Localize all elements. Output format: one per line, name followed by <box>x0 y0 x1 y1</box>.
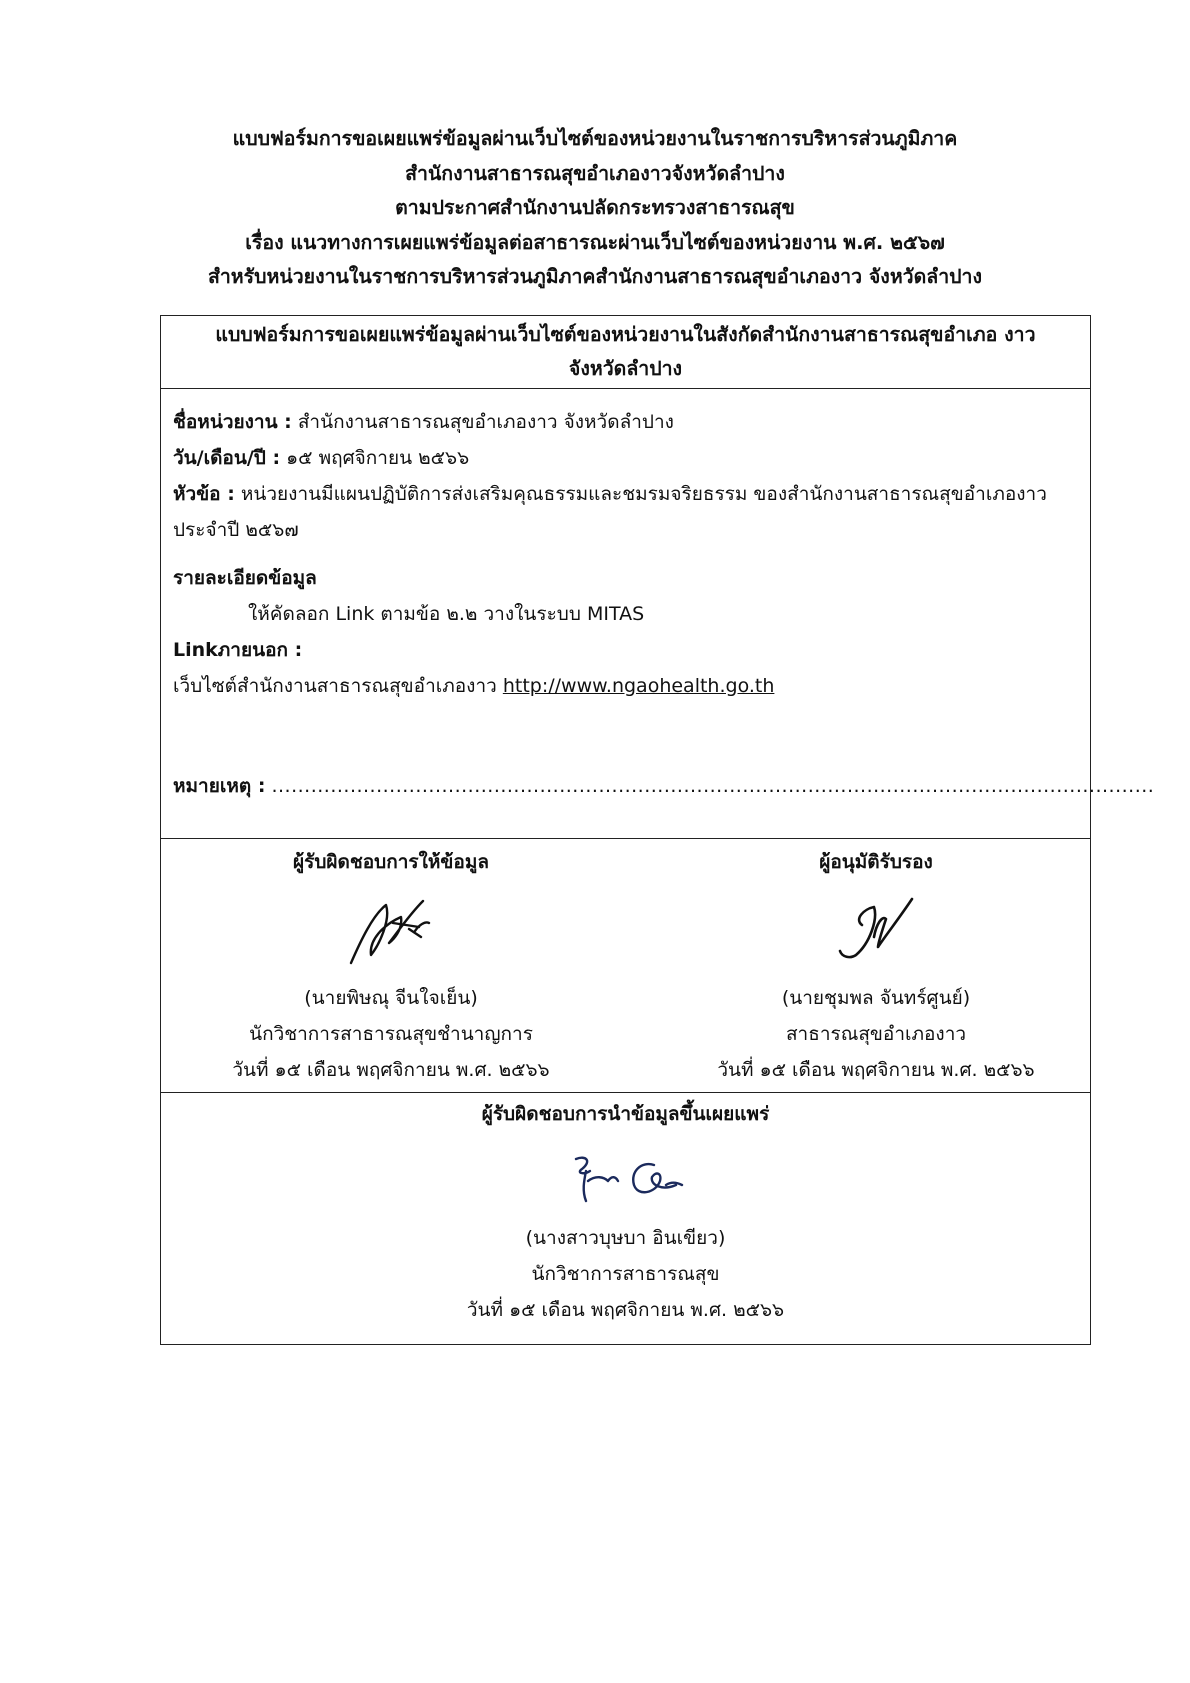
publisher-signature <box>161 1093 1090 1328</box>
bottom-date: วันที่ ๑๕ เดือน พฤศจิกายน พ.ศ. ๒๕๖๖ <box>466 1299 785 1321</box>
details-text: ให้คัดลอก Link ตามข้อ ๒.๒ วางในระบบ MITAS <box>248 603 645 625</box>
details-label: รายละเอียดข้อมูล <box>173 567 317 589</box>
form-title-line-1: แบบฟอร์มการขอเผยแพร่ข้อมูลผ่านเว็บไซต์ของหน่วยงานในสังกัดสำนักงานสาธารณสุขอำเภอ งาว <box>215 323 1036 346</box>
header-line-1: แบบฟอร์มการขอเผยแพร่ข้อมูลผ่านเว็บไซต์ของหน่วยงานในราชการบริหารส่วนภูมิภาค <box>232 127 958 150</box>
signature-left-image <box>221 880 561 980</box>
right-date: วันที่ ๑๕ เดือน พฤศจิกายน พ.ศ. ๒๕๖๖ <box>717 1059 1035 1081</box>
left-name: (นายพิษณุ จีนใจเย็น) <box>304 987 478 1009</box>
spacer <box>173 548 1078 560</box>
left-role: ผู้รับผิดชอบการให้ข้อมูล <box>293 851 489 873</box>
header-line-2: สำนักงานสาธารณสุขอำเภองาวจังหวัดลำปาง <box>405 161 785 185</box>
signature-block-right <box>691 839 1061 1088</box>
right-role: ผู้อนุมัติรับรอง <box>819 851 933 873</box>
right-position: สาธารณสุขอำเภองาว <box>785 1023 967 1045</box>
remark-label: หมายเหตุ : <box>173 775 266 797</box>
unit-label: ชื่อหน่วยงาน : <box>173 411 292 433</box>
signature-bottom-mark <box>526 1141 726 1211</box>
topic-value: หน่วยงานมีแผนปฏิบัติการส่งเสริมคุณธรรมและชมรมจริยธรรม ของสำนักงานสาธารณสุขอำเภองาว ประจำปี ๒๕๖๗ <box>173 483 1047 541</box>
bottom-name: (นางสาวบุษบา อินเขียว) <box>525 1227 726 1249</box>
remark-dots: ....................................................................................................................................... <box>271 775 1155 797</box>
header-line-5: สำหรับหน่วยงานในราชการบริหารส่วนภูมิภาคสำนักงานสาธารณสุขอำเภองาว จังหวัดลำปาง <box>207 265 983 288</box>
form-title <box>161 316 1090 389</box>
topic-row <box>173 476 1078 548</box>
link-label: Linkภายนอก : <box>173 639 303 661</box>
left-position: นักวิชาการสาธารณสุขชำนาญการ <box>249 1023 533 1045</box>
website-text: เว็บไซต์สำนักงานสาธารณสุขอำเภองาว <box>173 675 503 697</box>
website-link[interactable]: http://www.ngaohealth.go.th <box>502 675 775 697</box>
signature-right-image <box>691 880 1061 980</box>
website-row <box>173 668 1078 704</box>
signature-right-mark <box>816 885 936 975</box>
remark-row <box>173 771 1154 801</box>
form-frame <box>160 315 1155 1345</box>
signature-left-mark <box>331 885 451 975</box>
signature-bottom-image <box>161 1132 1090 1220</box>
signature-block-left <box>221 839 561 1088</box>
form-title-line-2: จังหวัดลำปาง <box>568 357 683 380</box>
header-line-3: ตามประกาศสำนักงานปลัดกระทรวงสาธารณสุข <box>395 196 795 219</box>
bottom-position: นักวิชาการสาธารณสุข <box>531 1263 720 1285</box>
topic-label: หัวข้อ : <box>173 483 235 505</box>
unit-value: สำนักงานสาธารณสุขอำเภองาว จังหวัดลำปาง <box>291 411 674 433</box>
date-value: ๑๕ พฤศจิกายน ๒๕๖๖ <box>280 447 470 469</box>
date-label: วัน/เดือน/ปี : <box>173 447 281 469</box>
header-line-4: เรื่อง แนวทางการเผยแพร่ข้อมูลต่อสาธารณะผ่านเว็บไซต์ของหน่วยงาน พ.ศ. ๒๕๖๗ <box>245 230 945 254</box>
left-date: วันที่ ๑๕ เดือน พฤศจิกายน พ.ศ. ๒๕๖๖ <box>232 1059 550 1081</box>
bottom-role: ผู้รับผิดชอบการนำข้อมูลขึ้นเผยแพร่ <box>481 1103 770 1125</box>
unit-row <box>173 404 1078 440</box>
form-details <box>173 404 1078 704</box>
right-name: (นายชุมพล จันทร์ศูนย์) <box>781 987 971 1009</box>
link-row <box>173 632 1078 668</box>
date-row <box>173 440 1078 476</box>
approval-signatures <box>161 838 1090 1093</box>
details-heading-row <box>173 560 1078 596</box>
document-header <box>0 122 1190 295</box>
